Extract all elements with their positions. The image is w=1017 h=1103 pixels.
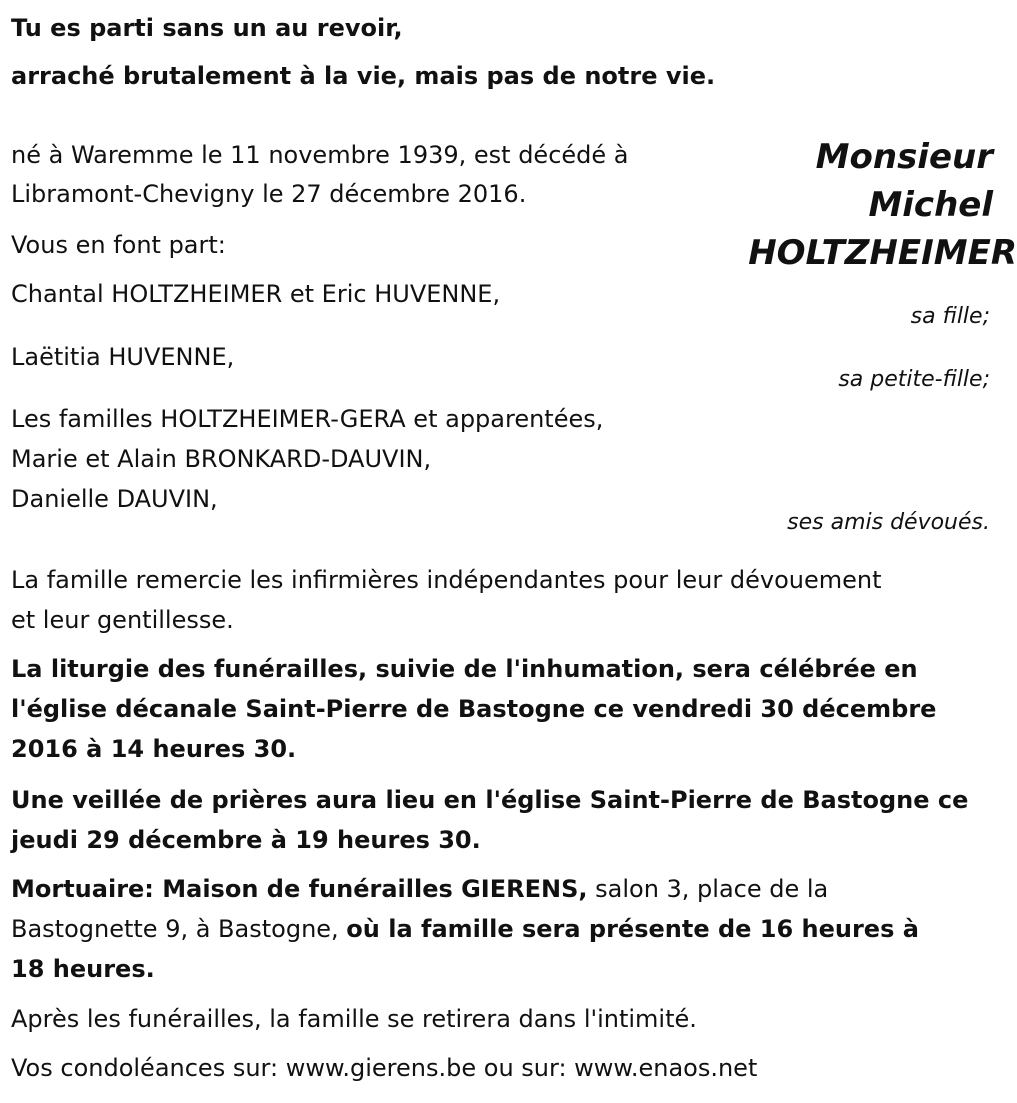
other-family-line: Danielle DAUVIN, (11, 485, 218, 513)
mortuary-presence-end: 18 heures. (11, 955, 155, 983)
others-relation: ses amis dévoués. (787, 510, 990, 535)
mortuary-line-2 (11, 909, 919, 949)
family-member-relation: sa fille; (910, 304, 990, 329)
vigil-line-1: Une veillée de prières aura lieu en l'église Saint-Pierre de Bastogne ce (11, 786, 969, 814)
other-family-line: Les familles HOLTZHEIMER-GERA et apparentées, (11, 405, 604, 433)
liturgy-line-3: 2016 à 14 heures 30. (11, 735, 297, 763)
mortuary-label: Mortuaire: Maison de funérailles GIERENS, (11, 875, 588, 903)
deceased-title: Monsieur (815, 137, 993, 177)
liturgy-line-2: l'église décanale Saint-Pierre de Bastogne ce vendredi 30 décembre (11, 695, 937, 723)
header-line-1: Tu es parti sans un au revoir, (11, 14, 403, 42)
announcement-intro: Vous en font part: (11, 231, 226, 259)
death-line: Libramont-Chevigny le 27 décembre 2016. (11, 180, 527, 208)
thanks-line-2: et leur gentillesse. (11, 606, 234, 634)
vigil-line-2: jeudi 29 décembre à 19 heures 30. (11, 826, 481, 854)
intimacy-line: Après les funérailles, la famille se retirera dans l'intimité. (11, 1005, 697, 1033)
mortuary-address-2: Bastognette 9, à Bastogne, (11, 915, 347, 943)
header-line-2: arraché brutalement à la vie, mais pas de notre vie. (11, 62, 716, 90)
deceased-first-name: Michel (868, 185, 993, 225)
deceased-last-name: HOLTZHEIMER (748, 233, 1017, 273)
liturgy-line-1: La liturgie des funérailles, suivie de l'inhumation, sera célébrée en (11, 655, 918, 683)
condolences-line: Vos condoléances sur: www.gierens.be ou sur: www.enaos.net (11, 1054, 758, 1082)
mortuary-presence: où la famille sera présente de 16 heures à (346, 915, 919, 943)
mortuary-line-1 (11, 869, 828, 909)
birth-line: né à Waremme le 11 novembre 1939, est décédé à (11, 141, 629, 169)
mortuary-address-1: salon 3, place de la (587, 875, 829, 903)
family-member-relation: sa petite-fille; (838, 367, 990, 392)
other-family-line: Marie et Alain BRONKARD-DAUVIN, (11, 445, 432, 473)
thanks-line-1: La famille remercie les infirmières indépendantes pour leur dévouement (11, 566, 882, 594)
family-member-name: Laëtitia HUVENNE, (11, 343, 235, 371)
family-member-name: Chantal HOLTZHEIMER et Eric HUVENNE, (11, 280, 501, 308)
